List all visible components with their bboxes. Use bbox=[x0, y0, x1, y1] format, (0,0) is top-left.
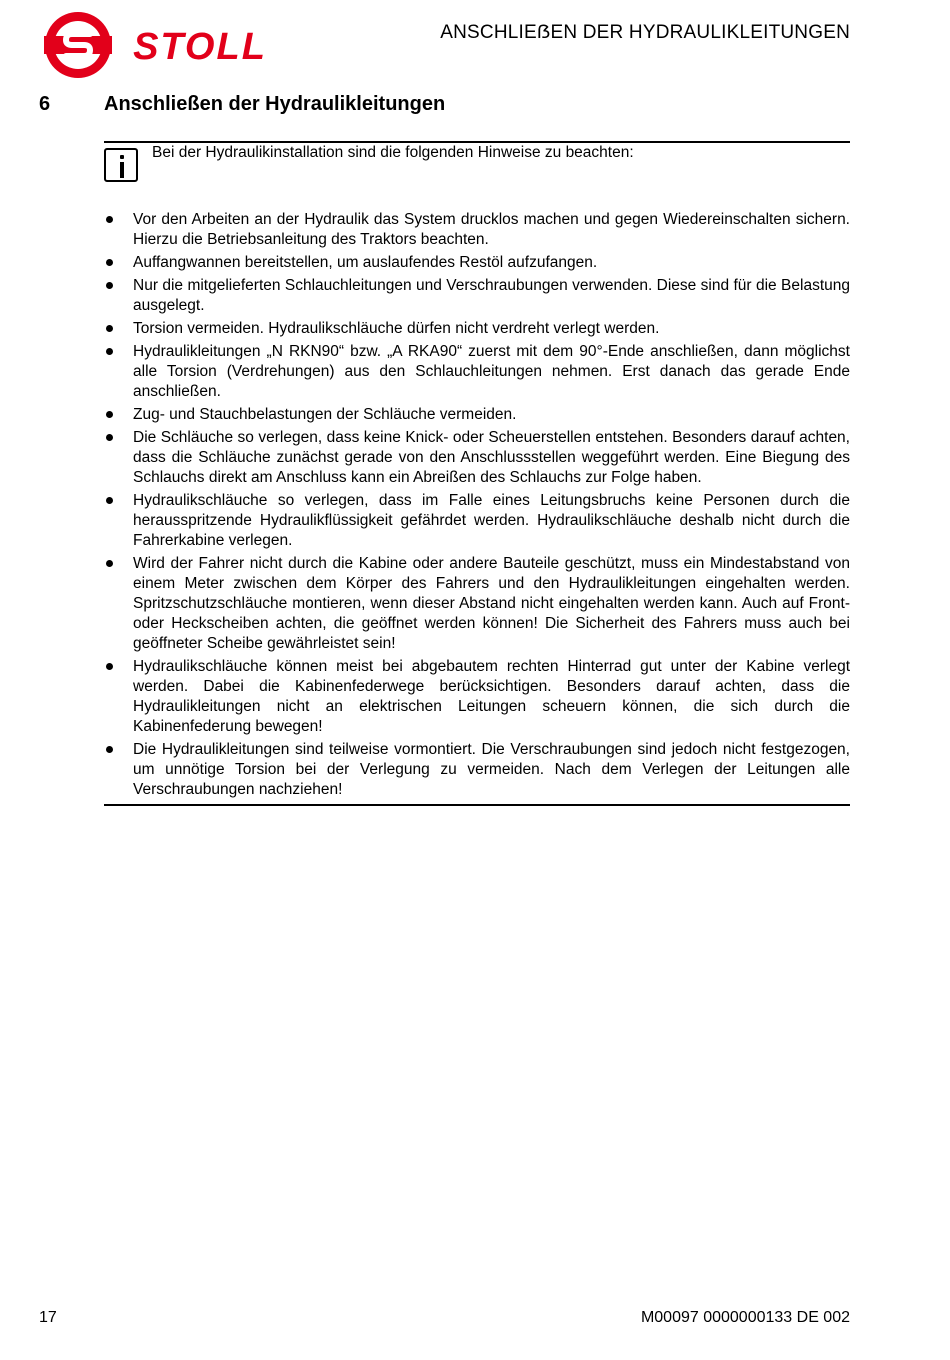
list-item bbox=[104, 740, 850, 800]
bullet-icon bbox=[106, 663, 113, 670]
list-item-text: Hydraulikleitungen „N RKN90“ bzw. „A RKA90“ zuerst mit dem 90°-Ende anschließen, dann möglichst alle Torsion (Verdrehungen) aus den Schlauchleitungen nehmen. Erst danach das gerade Ende anschließen. bbox=[133, 343, 850, 400]
list-item-text: Wird der Fahrer nicht durch die Kabine oder andere Bauteile geschützt, muss ein Mindestabstand von einem Meter zwischen dem Körper des Fahrers und den Hydraulikleitungen eingehalten werden. Spritzschutzschläuche montieren, wenn dieser Abstand nicht eingehalten werden kann. Auch auf Front- oder Heckscheiben achten, die geöffnet werden können! Die Sicherheit des Fahrers muss auch bei geöffneter Scheibe gewährleistet sein! bbox=[133, 555, 850, 652]
list-item bbox=[104, 554, 850, 654]
divider-top bbox=[104, 141, 850, 143]
divider-bottom bbox=[104, 804, 850, 806]
bullet-icon bbox=[106, 560, 113, 567]
header-title: ANSCHLIEẞEN DER HYDRAULIKLEITUNGEN bbox=[440, 22, 850, 43]
instruction-list bbox=[104, 210, 850, 803]
bullet-icon bbox=[106, 282, 113, 289]
bullet-icon bbox=[106, 216, 113, 223]
chapter-title: Anschließen der Hydraulikleitungen bbox=[104, 93, 446, 115]
logo-wordmark: STOLL bbox=[133, 26, 267, 68]
stoll-s-emblem-icon bbox=[44, 12, 112, 78]
list-item-text: Hydraulikschläuche können meist bei abgebautem rechten Hinterrad gut unter der Kabine verlegt werden. Dabei die Kabinenfederwege berücksichtigen. Besonders darauf achten, dass die Hydraulikleitungen nicht an elektrischen Leitungen scheuern können, die sich durch die Kabinenfederung bewegen! bbox=[133, 658, 850, 735]
bullet-icon bbox=[106, 746, 113, 753]
list-item bbox=[104, 210, 850, 250]
list-item bbox=[104, 428, 850, 488]
list-item bbox=[104, 276, 850, 316]
notice-text: Bei der Hydraulikinstallation sind die folgenden Hinweise zu beachten: bbox=[152, 144, 634, 161]
list-item-text: Nur die mitgelieferten Schlauchleitungen und Verschraubungen verwenden. Diese sind für die Belastung ausgelegt. bbox=[133, 277, 850, 314]
chapter-number: 6 bbox=[39, 93, 51, 115]
bullet-icon bbox=[106, 259, 113, 266]
bullet-icon bbox=[106, 411, 113, 418]
page-number: 17 bbox=[39, 1309, 57, 1326]
list-item-text: Auffangwannen bereitstellen, um auslaufendes Restöl aufzufangen. bbox=[133, 254, 598, 271]
stoll-logo bbox=[42, 10, 304, 80]
bullet-icon bbox=[106, 434, 113, 441]
list-item-text: Zug- und Stauchbelastungen der Schläuche vermeiden. bbox=[133, 406, 517, 423]
document-code: M00097 0000000133 DE 002 bbox=[640, 1309, 850, 1326]
bullet-icon bbox=[106, 497, 113, 504]
list-item-text: Torsion vermeiden. Hydraulikschläuche dürfen nicht verdreht verlegt werden. bbox=[133, 320, 660, 337]
list-item-text: Vor den Arbeiten an der Hydraulik das System drucklos machen und gegen Wiedereinschalten sichern. Hierzu die Betriebsanleitung des Traktors beachten. bbox=[133, 211, 850, 248]
bullet-icon bbox=[106, 348, 113, 355]
list-item-text: Hydraulikschläuche so verlegen, dass im Falle eines Leitungsbruchs keine Personen durch die herausspritzende Hydraulikflüssigkeit gefährdet werden. Hydraulikschläuche deshalb nicht durch die Fahrerkabine verlegen. bbox=[133, 492, 850, 549]
bullet-icon bbox=[106, 325, 113, 332]
list-item-text: Die Schläuche so verlegen, dass keine Knick- oder Scheuerstellen entstehen. Besonders darauf achten, dass die Schläuche zunächst gerade von den Anschlussstellen weggeführt werden. Eine Biegung des Schlauchs direkt am Anschluss kann ein Abreißen des Schlauchs zur Folge haben. bbox=[133, 429, 850, 486]
info-icon bbox=[104, 148, 138, 182]
list-item bbox=[104, 342, 850, 402]
list-item-text: Die Hydraulikleitungen sind teilweise vormontiert. Die Verschraubungen sind jedoch nicht festgezogen, um unnötige Torsion bei der Verlegung zu vermeiden. Nach dem Verlegen der Leitungen alle Verschraubungen nachziehen! bbox=[133, 741, 850, 798]
list-item bbox=[104, 405, 850, 425]
list-item bbox=[104, 657, 850, 737]
list-item bbox=[104, 253, 850, 273]
list-item bbox=[104, 319, 850, 339]
list-item bbox=[104, 491, 850, 551]
